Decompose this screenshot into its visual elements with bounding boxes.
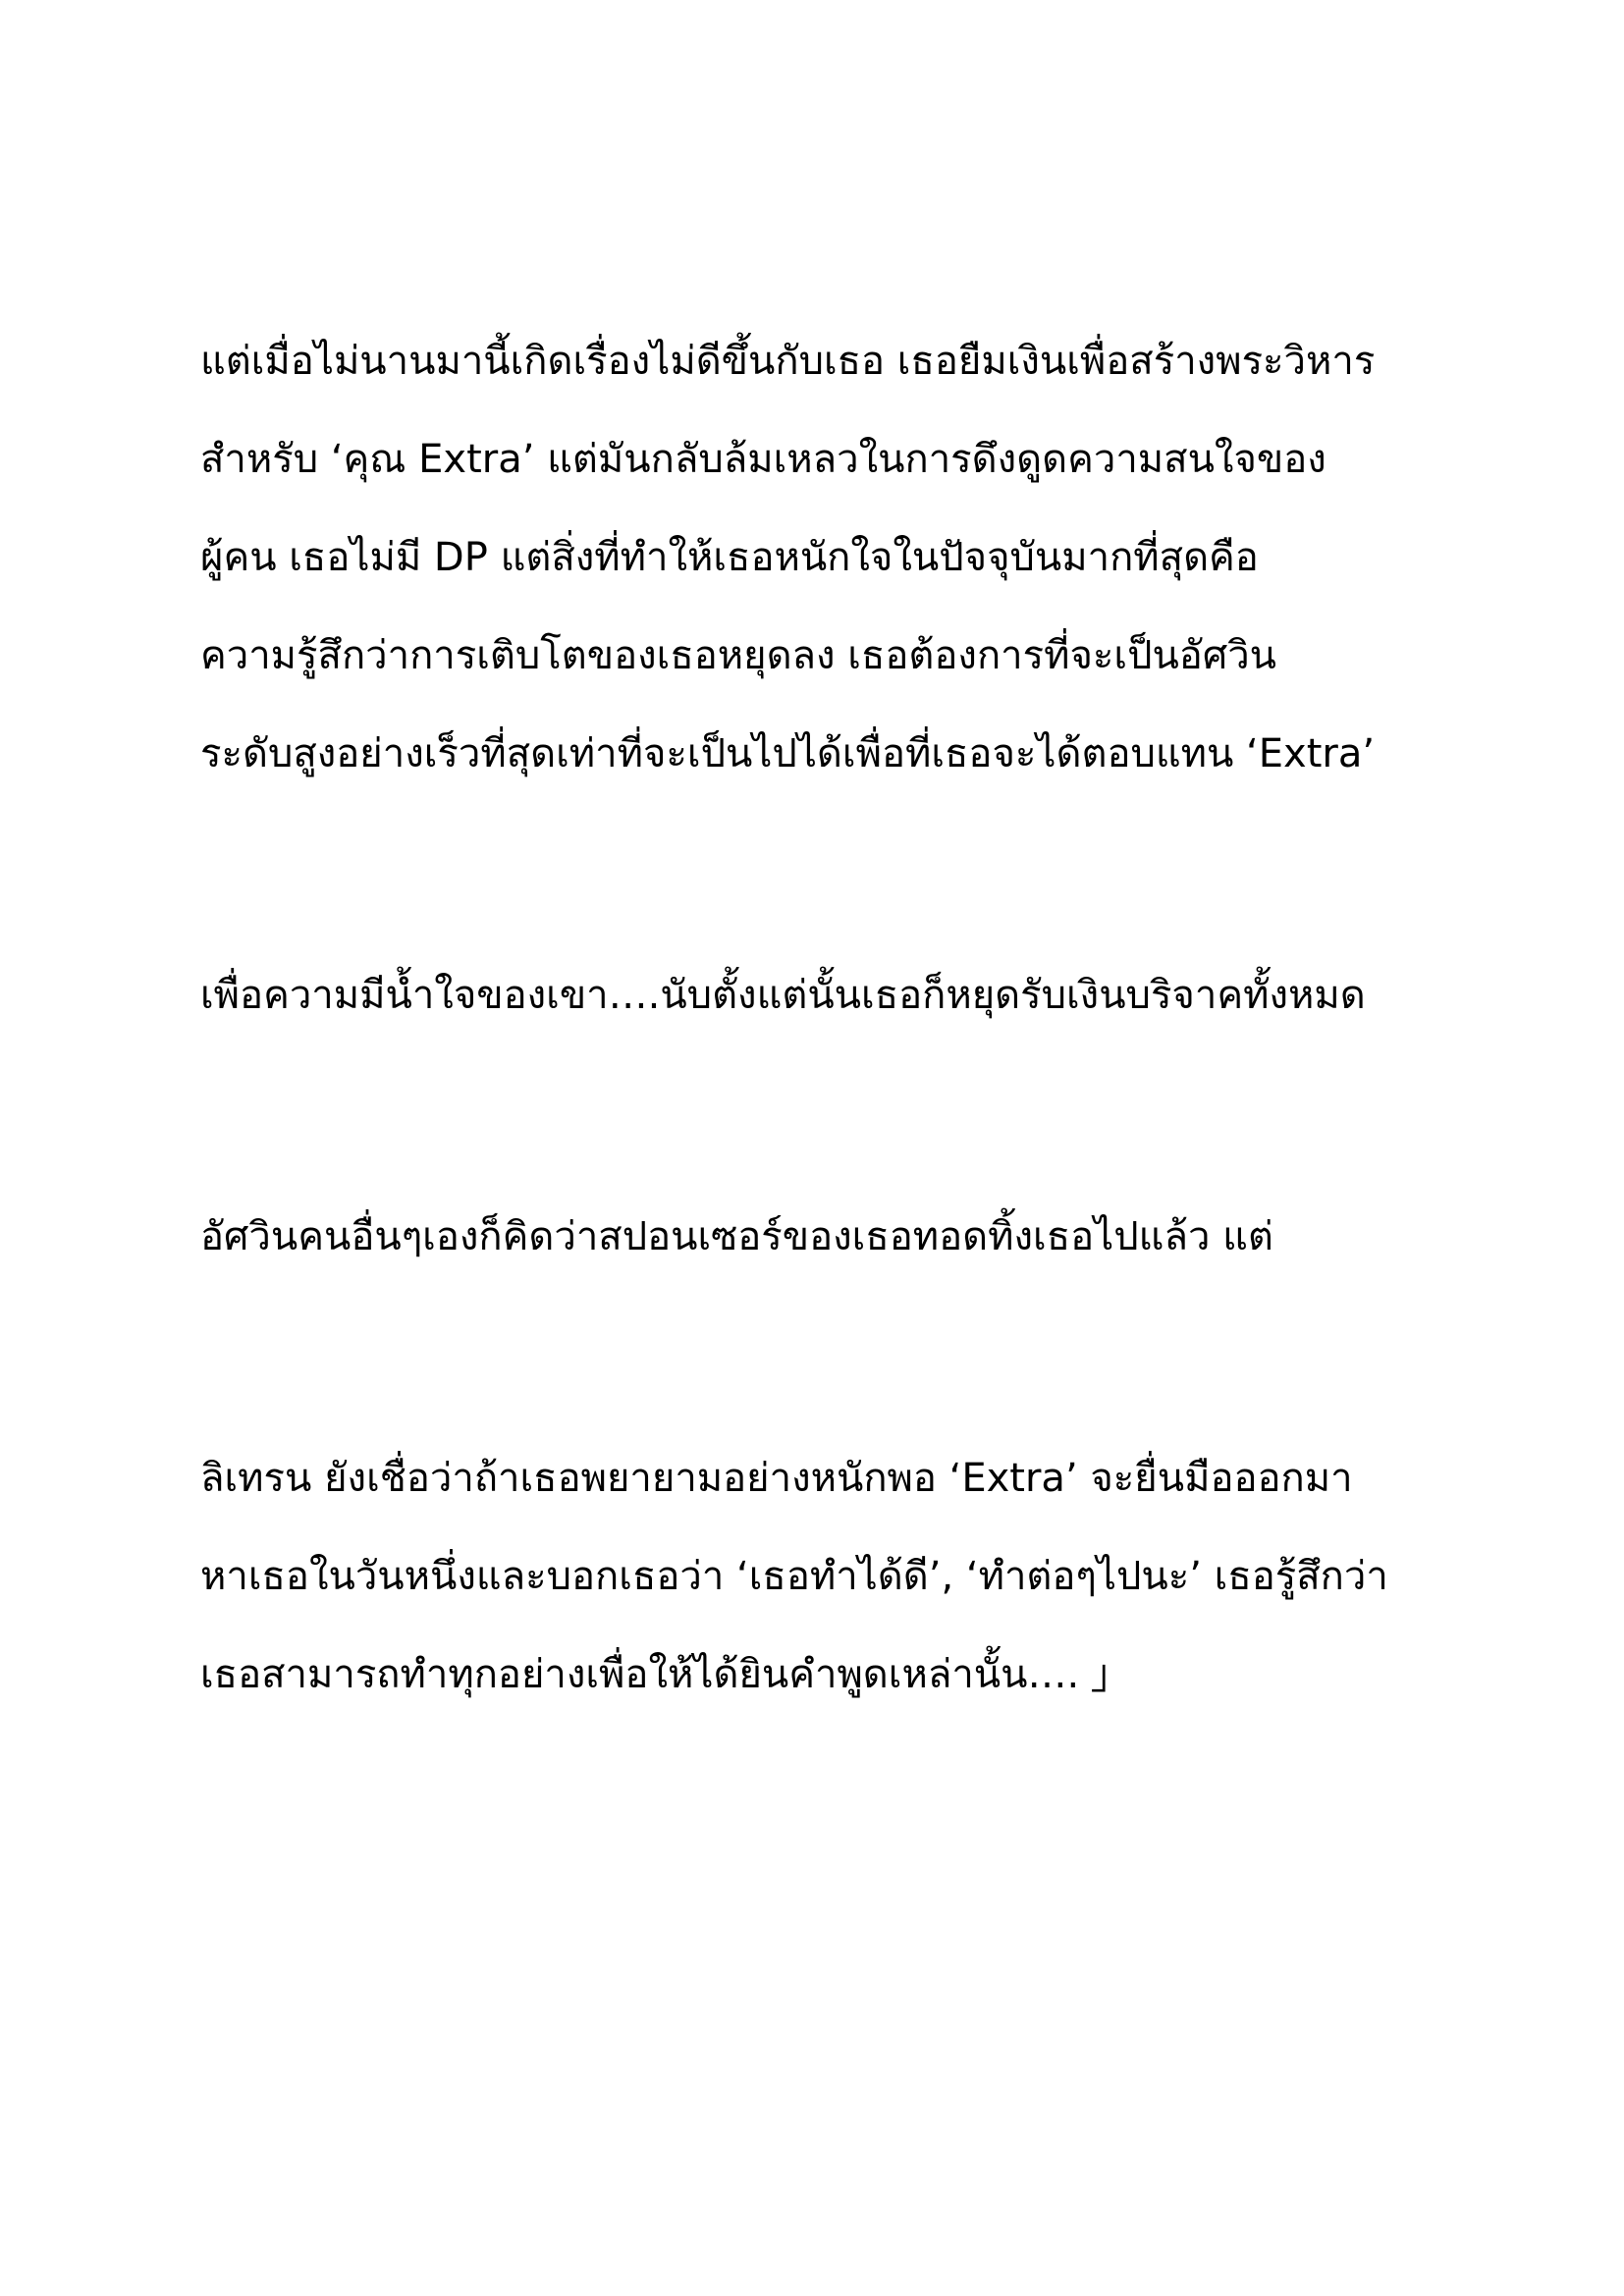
paragraph-1-line-1: แต่เมื่อไม่นานมานี้เกิดเรื่องไม่ดีขึ้นกับเธอ เธอยืมเงินเพื่อสร้างพระวิหาร <box>200 339 1376 384</box>
paragraph-1-line-3: ผู้คน เธอไม่มี DP แต่สิ่งที่ทำให้เธอหนักใจในปัจจุบันมากที่สุดคือ <box>200 535 1259 580</box>
paragraph-2-line-1: เพื่อความมีน้ำใจของเขา….นับตั้งแต่นั้นเธอก็หยุดรับเงินบริจาคทั้งหมด <box>200 973 1366 1018</box>
paragraph-4-line-1: ลิเทรน ยังเชื่อว่าถ้าเธอพยายามอย่างหนักพอ ‘Extra’ จะยื่นมือออกมา <box>200 1456 1353 1501</box>
paragraph-4-line-2: หาเธอในวันหนึ่งและบอกเธอว่า ‘เธอทำได้ดี’, ‘ทำต่อๆไปนะ’ เธอรู้สึกว่า <box>200 1554 1388 1599</box>
paragraph-1-line-2: สำหรับ ‘คุณ Extra’ แต่มันกลับล้มเหลวในการดึงดูดความสนใจของ <box>200 437 1326 482</box>
paragraph-1-line-5: ระดับสูงอย่างเร็วที่สุดเท่าที่จะเป็นไปได้เพื่อที่เธอจะได้ตอบแทน ‘Extra’ <box>200 731 1376 776</box>
paragraph-4-line-3 <box>200 1645 1477 1704</box>
paragraph-1-line-4: ความรู้สึกว่าการเติบโตของเธอหยุดลง เธอต้องการที่จะเป็นอัศวิน <box>200 633 1277 678</box>
paragraph-3-line-1: อัศวินคนอื่นๆเองก็คิดว่าสปอนเซอร์ของเธอทอดทิ้งเธอไปแล้ว แต่ <box>200 1214 1273 1259</box>
closing-quote-mark: 」 <box>1091 1652 1131 1697</box>
paragraph-4-line-3-text: เธอสามารถทำทุกอย่างเพื่อให้ได้ยินคำพูดเหล่านั้น…. <box>200 1652 1080 1697</box>
